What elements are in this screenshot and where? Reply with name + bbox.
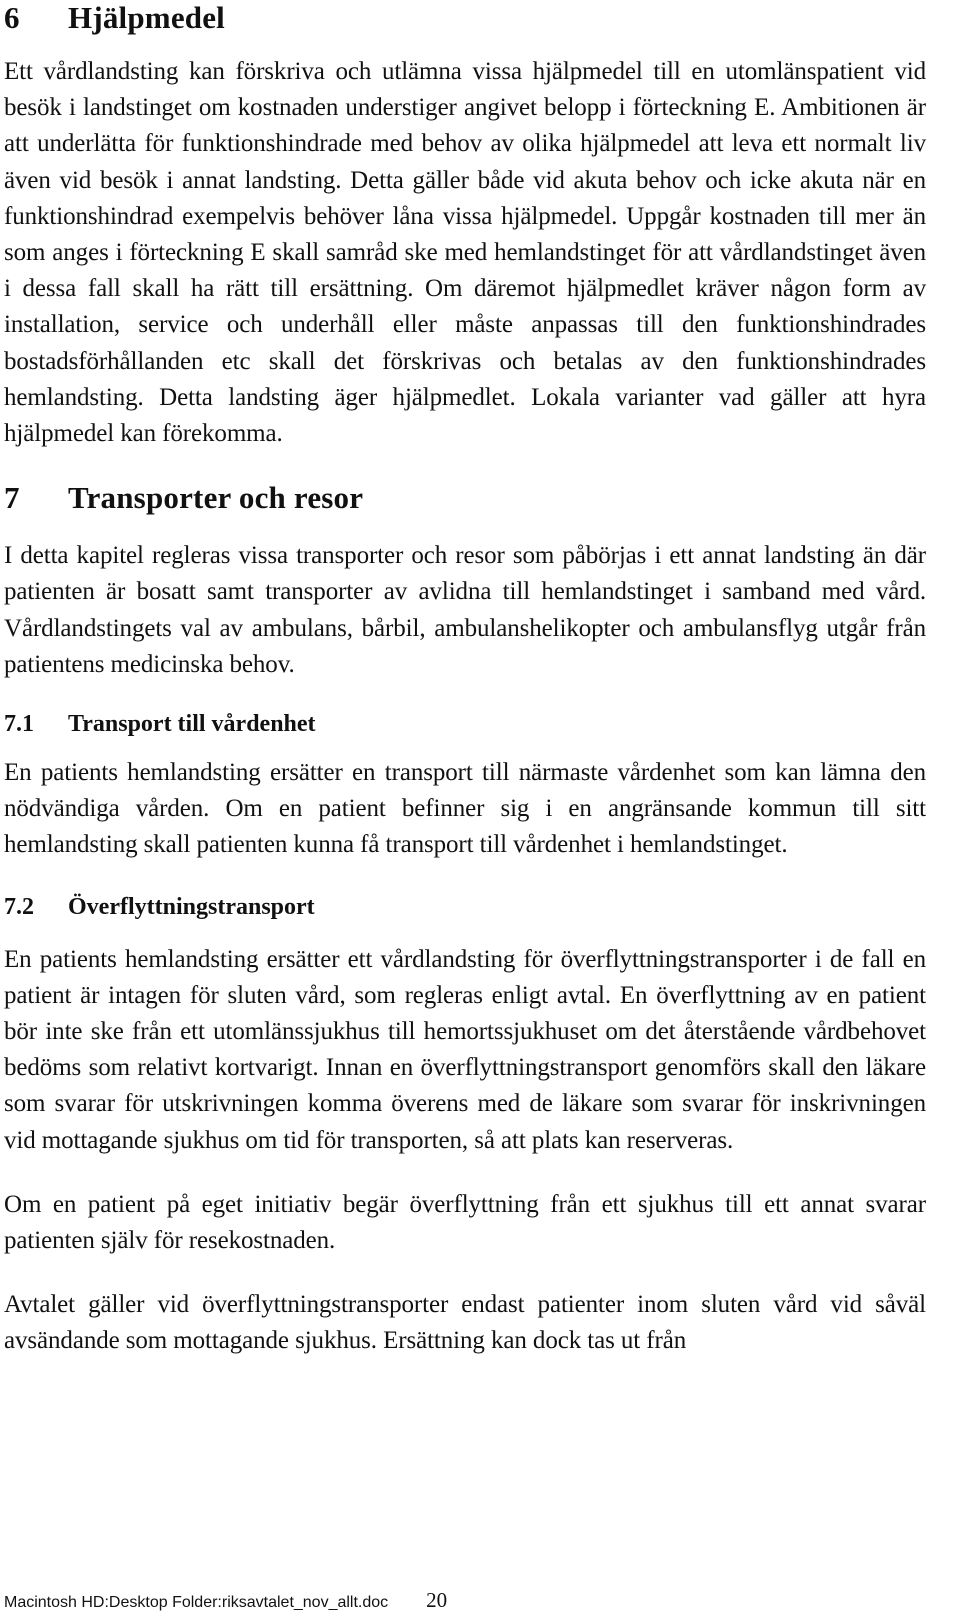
section-6-title: Hjälpmedel bbox=[68, 0, 225, 35]
section-6-heading bbox=[4, 0, 926, 36]
section-7-title: Transporter och resor bbox=[68, 480, 364, 516]
section-7-1-paragraph-1: En patients hemlandsting ersätter en transport till närmaste vårdenhet som kan lämna den nödvändiga vården. Om en patient befinner sig i en angränsande kommun till sitt hemlandsting skall patienten kunna få transport till vårdenhet i hemlandstinget. bbox=[4, 759, 926, 859]
section-7-2-paragraph-3: Avtalet gäller vid överflyttningstransporter endast patienter inom sluten vård vid såväl avsändande som mottagande sjukhus. Ersättning kan dock tas ut från bbox=[4, 1291, 926, 1355]
page-footer bbox=[4, 1588, 447, 1615]
section-7-heading bbox=[4, 480, 926, 516]
section-7-1-number: 7.1 bbox=[4, 711, 34, 738]
section-7-paragraph-1: I detta kapitel regleras vissa transporter och resor som påbörjas i ett annat landsting än där patienten är bosatt samt transporter av avlidna till hemlandstinget i samband med vård. Vårdlandstingets val av ambulans, bårbil, ambulanshelikopter och ambulansflyg utgår från patientens medicinska behov. bbox=[4, 542, 926, 678]
section-6-number: 6 bbox=[4, 0, 20, 35]
section-7-2-heading bbox=[4, 892, 926, 922]
section-7-1-heading bbox=[4, 709, 926, 739]
document-page bbox=[4, 0, 926, 1360]
section-7-2-paragraph-1: En patients hemlandsting ersätter ett vårdlandsting för överflyttningstransporter i de fall en patient är intagen för sluten vård, som regleras enligt avtal. En överflyttning av en patient bör inte ske från ett utomlänssjukhus till hemortssjukhuset om det återstående vårdbehovet bedöms som relativt kortvarigt. Innan en överflyttningstransport genomförs skall den läkare som svarar för utskrivningen komma överens med de läkare som svarar för inskrivningen vid mottagande sjukhus om tid för transporten, så att plats kan reserveras. bbox=[4, 945, 926, 1154]
section-7-2-number: 7.2 bbox=[4, 893, 34, 920]
section-7-2-title: Överflyttningstransport bbox=[68, 893, 315, 920]
section-7-number: 7 bbox=[4, 480, 20, 516]
section-7-2-paragraph-2: Om en patient på eget initiativ begär överflyttning från ett sjukhus till ett annat svarar patienten själv för resekostnaden. bbox=[4, 1190, 926, 1255]
section-6-paragraph-1: Ett vårdlandsting kan förskriva och utlämna vissa hjälpmedel till en utomlänspatient vid besök i landstinget om kostnaden understiger angivet belopp i förteckning E. Ambitionen är att underlätta för funktionshindrade med behov av olika hjälpmedel att leva ett normalt liv även vid besök i annat landsting. Detta gäller både vid akuta behov och icke akuta när en funktionshindrad exempelvis behöver låna vissa hjälpmedel. Uppgår kostnaden till mer än som anges i förteckning E skall samråd ske med hemlandstinget för att vårdlandstinget även i dessa fall skall ha rätt till ersättning. Om däremot hjälpmedlet kräver någon form av installation, service och underhåll eller måste anpassas till den funktionshindrades bostadsförhållanden etc skall det förskrivas och betalas av den funktionshindrades hemlandsting. Detta landsting äger hjälpmedlet. Lokala varianter vad gäller att hyra hjälpmedel kan förekomma. bbox=[4, 58, 926, 448]
footer-page-number: 20 bbox=[426, 1588, 448, 1612]
footer-file-path: Macintosh HD:Desktop Folder:riksavtalet_nov_allt.doc bbox=[4, 1594, 389, 1611]
section-7-1-title: Transport till vårdenhet bbox=[68, 711, 316, 738]
